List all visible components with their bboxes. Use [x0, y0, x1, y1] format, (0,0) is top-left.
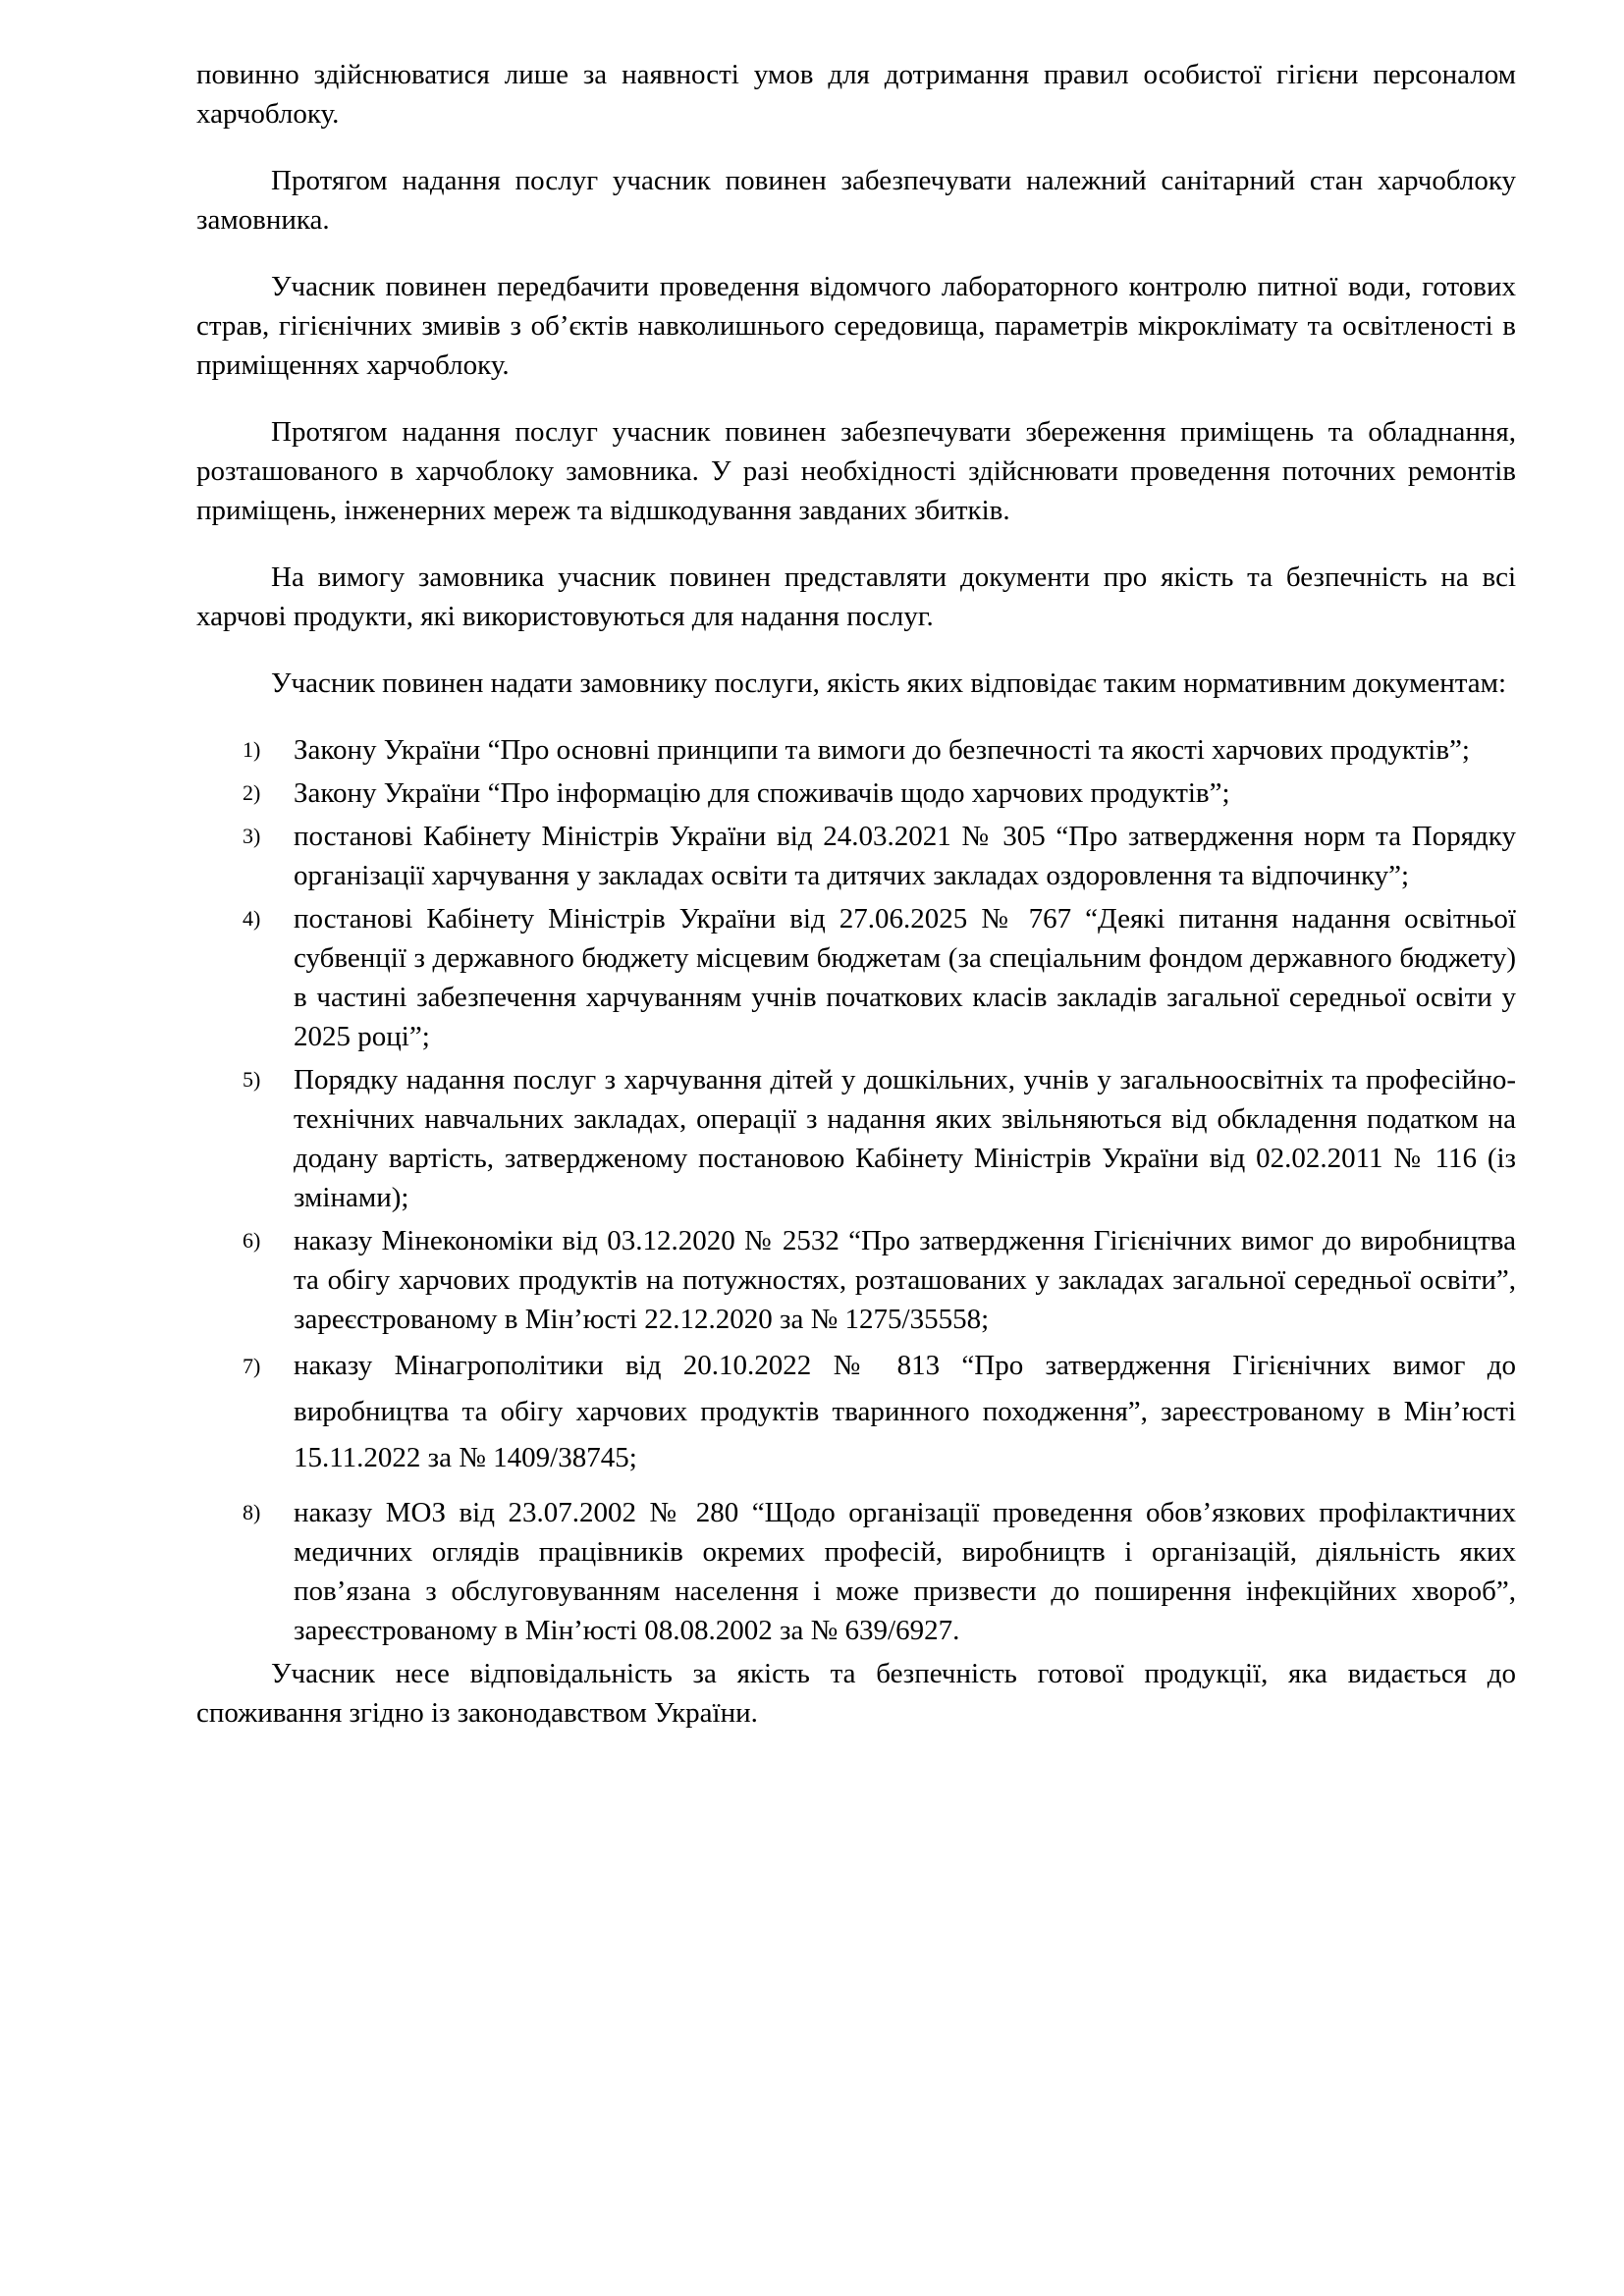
document-body — [196, 55, 1516, 1733]
list-item — [196, 774, 1516, 813]
list-item — [196, 899, 1516, 1056]
list-item-text: наказу Мінагрополітики від 20.10.2022 № 813 “Про затвердження Гігієнічних вимог до виробництва та обігу харчових продуктів тваринного походження”, зареєстрованому в Мін’юсті 15.11.2022 за № 1409/38745; — [294, 1350, 1516, 1473]
list-item — [196, 1060, 1516, 1217]
list-item-number: 3) — [243, 824, 261, 848]
list-item — [196, 1493, 1516, 1650]
list-item-text: постанові Кабінету Міністрів України від 24.03.2021 № 305 “Про затвердження норм та Порядку організації харчування у закладах освіти та дитячих закладах оздоровлення та відпочинку”; — [294, 821, 1516, 891]
paragraph-sanitary-condition: Протягом надання послуг учасник повинен забезпечувати належний санітарний стан харчоблоку замовника. — [196, 165, 1516, 236]
list-item — [196, 730, 1516, 770]
list-item-text: Закону України “Про інформацію для споживачів щодо харчових продуктів”; — [294, 777, 1230, 809]
paragraph-hygiene-continuation: повинно здійснюватися лише за наявності умов для дотримання правил особистої гігієни персоналом харчоблоку. — [196, 59, 1516, 130]
list-item-text: постанові Кабінету Міністрів України від 27.06.2025 № 767 “Деякі питання надання освітньої субвенції з державного бюджету місцевим бюджетам (за спеціальним фондом державного бюджету) в частині забезпечення харчуванням учнів початкових класів закладів загальної середньої освіти у 2025 році”; — [294, 903, 1516, 1052]
normative-documents-list — [196, 730, 1516, 1650]
list-item — [196, 817, 1516, 895]
list-item-number: 1) — [243, 737, 261, 762]
paragraph-lab-control: Учасник повинен передбачити проведення відомчого лабораторного контролю питної води, готових страв, гігієнічних змивів з об’єктів навколишнього середовища, параметрів мікроклімату та освітленості в приміщеннях харчоблоку. — [196, 271, 1516, 381]
list-item — [196, 1221, 1516, 1339]
list-item-number: 8) — [243, 1500, 261, 1524]
list-item-text: наказу Мінекономіки від 03.12.2020 № 2532 “Про затвердження Гігієнічних вимог до виробництва та обігу харчових продуктів на потужностях, розташованих у закладах загальної середньої освіти”, зареєстрованому в Мін’юсті 22.12.2020 за № 1275/35558; — [294, 1225, 1516, 1335]
list-item — [196, 1343, 1516, 1481]
paragraph-normative-documents-intro: Учасник повинен надати замовнику послуги, якість яких відповідає таким нормативним документам: — [271, 667, 1507, 699]
list-item-number: 7) — [243, 1354, 261, 1378]
list-item-number: 2) — [243, 780, 261, 805]
paragraph-quality-documents: На вимогу замовника учасник повинен представляти документи про якість та безпечність на всі харчові продукти, які використовуються для надання послуг. — [196, 561, 1516, 632]
list-item-number: 6) — [243, 1228, 261, 1253]
list-item-text: Закону України “Про основні принципи та вимоги до безпечності та якості харчових продуктів”; — [294, 734, 1470, 766]
list-item-text: наказу МОЗ від 23.07.2002 № 280 “Щодо організації проведення обов’язкових профілактичних медичних оглядів працівників окремих професій, виробництв і організацій, діяльність яких пов’язана з обслуговуванням населення і може призвести до поширення інфекційних хвороб”, зареєстрованому в Мін’юсті 08.08.2002 за № 639/6927. — [294, 1497, 1516, 1646]
list-item-number: 5) — [243, 1067, 261, 1092]
list-item-text: Порядку надання послуг з харчування дітей у дошкільних, учнів у загальноосвітніх та професійно-технічних навчальних закладах, операції з надання яких звільняються від обкладення податком на додану вартість, затвердженому постановою Кабінету Міністрів України від 02.02.2011 № 116 (із змінами); — [294, 1064, 1516, 1213]
paragraph-responsibility: Учасник несе відповідальність за якість та безпечність готової продукції, яка видається до споживання згідно із законодавством України. — [196, 1658, 1516, 1729]
list-item-number: 4) — [243, 906, 261, 931]
paragraph-premises-preservation: Протягом надання послуг учасник повинен забезпечувати збереження приміщень та обладнання, розташованого в харчоблоку замовника. У разі необхідності здійснювати проведення поточних ремонтів приміщень, інженерних мереж та відшкодування завданих збитків. — [196, 416, 1516, 526]
